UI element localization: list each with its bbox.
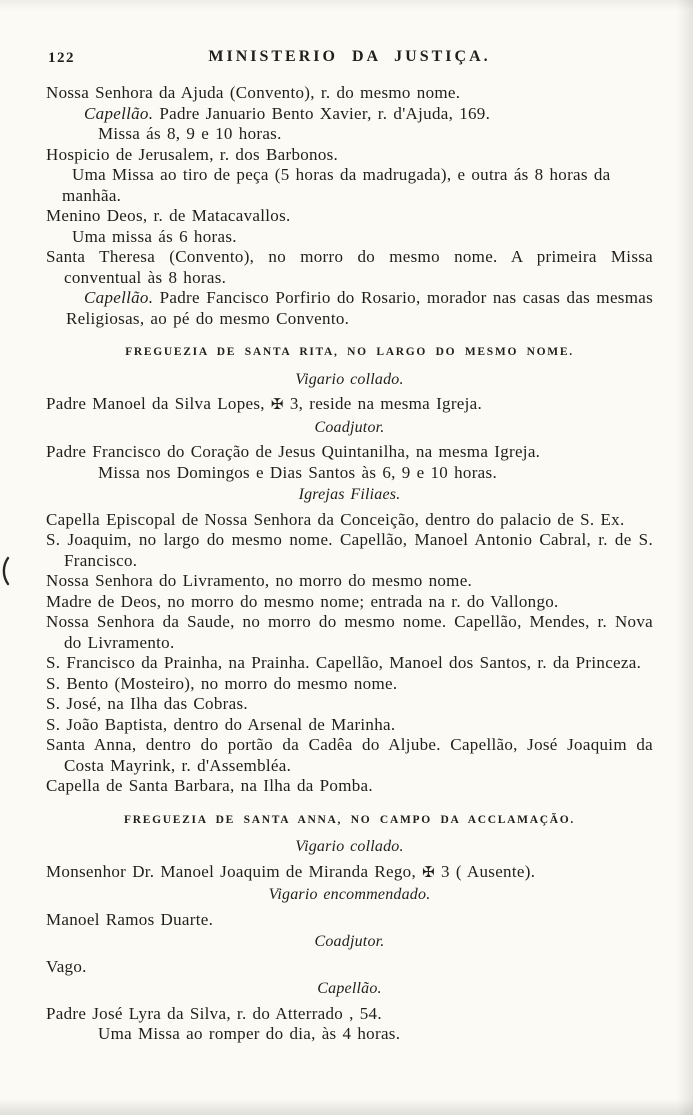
- office-subheading: Vigario encommendado.: [268, 886, 431, 903]
- chaplain-text: Padre Fancisco Porfirio do Rosario, morador nas casas das mesmas Religiosas, ao pé do mesmo Convento.: [66, 288, 653, 328]
- page-header: [46, 46, 653, 68]
- mass-schedule-line: Missa nos Domingos e Dias Santos às 6, 9 e 10 horas.: [98, 462, 497, 482]
- office-subheading: Vigario collado.: [295, 838, 404, 855]
- mass-schedule-line: Uma missa ás 6 horas.: [72, 226, 237, 246]
- directory-entry: S. Joaquim, no largo do mesmo nome. Capellão, Manoel Antonio Cabral, r. de S. Francisco.: [46, 530, 653, 570]
- directory-entry: Capella Episcopal de Nossa Senhora da Conceição, dentro do palacio de S. Ex.: [46, 509, 625, 529]
- directory-entry: S. Bento (Mosteiro), no morro do mesmo nome.: [46, 673, 398, 693]
- chaplain-note: [46, 288, 653, 329]
- directory-entry: Nossa Senhora da Saude, no morro do mesmo nome. Capellão, Mendes, r. Nova do Livramento.: [46, 612, 653, 652]
- page-header-title: MINISTERIO DA JUSTIÇA.: [208, 48, 491, 65]
- chaplain-label: Capellão.: [84, 288, 154, 307]
- directory-entry: Nossa Senhora da Ajuda (Convento), r. do mesmo nome.: [46, 83, 461, 102]
- clergy-entry: Manoel Ramos Duarte.: [46, 909, 214, 929]
- entry-text-before: Padre Manoel da Silva Lopes,: [46, 394, 265, 413]
- order-cross-icon: ✠: [270, 397, 284, 413]
- directory-entry: Nossa Senhora do Livramento, no morro do mesmo nome.: [46, 571, 473, 590]
- chaplain-label: Capellão.: [84, 103, 154, 123]
- office-subheading: Coadjutor.: [314, 418, 385, 436]
- mass-schedule-line: Uma Missa ao romper do dia, às 4 horas.: [98, 1024, 401, 1043]
- parish-section-heading: FREGUEZIA DE SANTA ANNA, NO CAMPO DA ACCLAMAÇÃO.: [124, 813, 575, 826]
- page-number: 122: [48, 50, 75, 66]
- directory-entry: Madre de Deos, no morro do mesmo nome; entrada na r. do Vallongo.: [46, 591, 559, 611]
- office-subheading: Vigario collado.: [295, 370, 404, 388]
- ink-smudge-mark: [0, 556, 10, 592]
- directory-entry: Menino Deos, r. de Matacavallos.: [46, 206, 291, 225]
- directory-entry: Hospicio de Jerusalem, r. dos Barbonos.: [46, 144, 339, 164]
- entry-text-after: 3 ( Ausente).: [441, 861, 536, 881]
- office-subheading: Igrejas Filiaes.: [298, 486, 401, 503]
- directory-entry: S. Francisco da Prainha, na Prainha. Capellão, Manoel dos Santos, r. da Princeza.: [46, 653, 642, 672]
- chaplain-text: Padre Januario Bento Xavier, r. d'Ajuda, 169.: [159, 103, 491, 123]
- clergy-entry: Padre José Lyra da Silva, r. do Atterrado , 54.: [46, 1003, 382, 1023]
- directory-entry: Capella de Santa Barbara, na Ilha da Pomba.: [46, 776, 373, 795]
- order-cross-icon: ✠: [422, 864, 435, 881]
- chaplain-note: [46, 104, 653, 125]
- clergy-entry: Padre Francisco do Coração de Jesus Quintanilha, na mesma Igreja.: [46, 442, 541, 461]
- clergy-entry: [46, 394, 653, 416]
- parish-section-heading: FREGUEZIA DE SANTA RITA, NO LARGO DO MESMO NOME.: [125, 346, 574, 358]
- clergy-entry: [46, 862, 653, 884]
- office-subheading: Coadjutor.: [314, 933, 385, 950]
- directory-entry: S. João Baptista, dentro do Arsenal de Marinha.: [46, 714, 396, 734]
- entry-text-after: 3, reside na mesma Igreja.: [289, 394, 483, 413]
- directory-entry: Santa Theresa (Convento), no morro do mesmo nome. A primeira Missa conventual às 8 horas.: [46, 247, 653, 287]
- mass-schedule-line: Missa ás 8, 9 e 10 horas.: [98, 124, 282, 143]
- clergy-entry: Vago.: [46, 956, 87, 976]
- mass-schedule-line: Uma Missa ao tiro de peça (5 horas da madrugada), e outra ás 8 horas da manhãa.: [62, 165, 611, 205]
- directory-entry: Santa Anna, dentro do portão da Cadêa do Aljube. Capellão, José Joaquim da Costa Mayrink, r. d'Assembléa.: [46, 735, 653, 775]
- directory-entry: S. José, na Ilha das Cobras.: [46, 694, 248, 713]
- entry-text-before: Monsenhor Dr. Manoel Joaquim de Miranda Rego,: [46, 861, 416, 881]
- office-subheading: Capellão.: [317, 980, 382, 997]
